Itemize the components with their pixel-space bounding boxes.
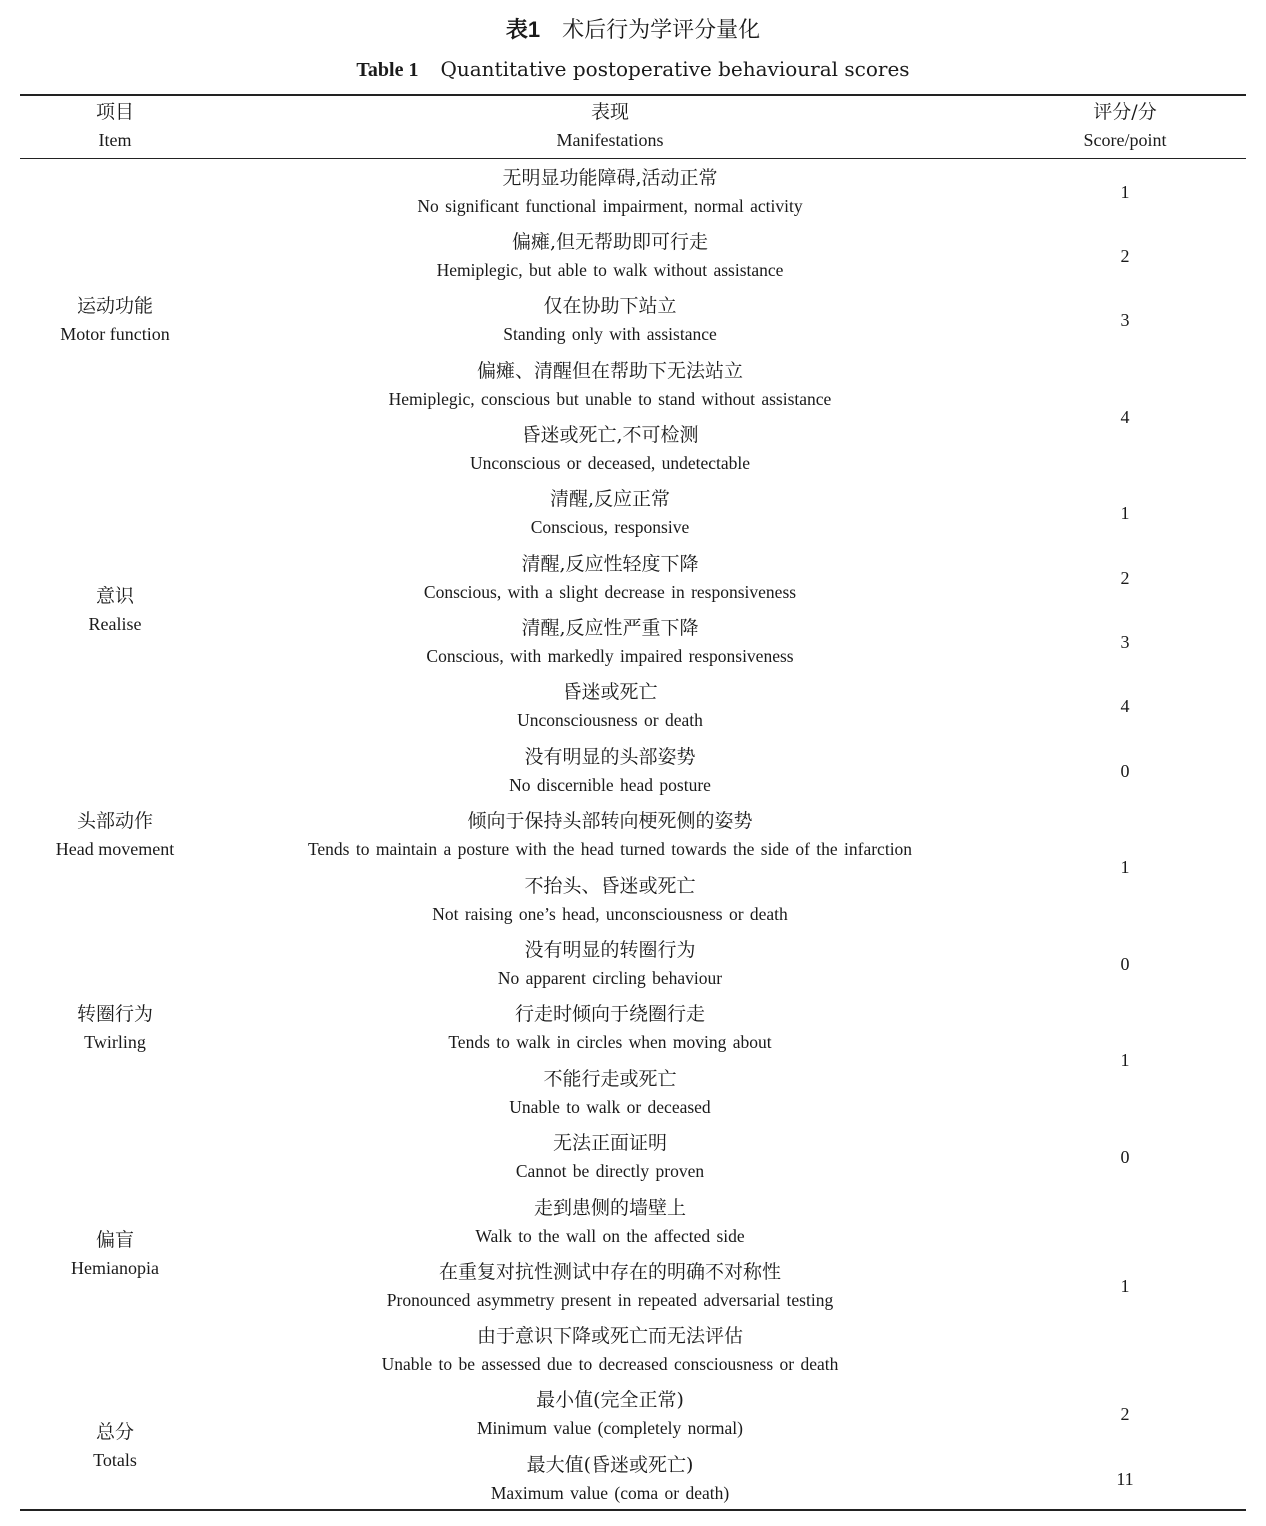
manifestation-en: Conscious, with a slight decrease in responsiveness: [423, 582, 797, 602]
manifestation-cell: [230, 614, 990, 670]
manifestation-cell: [230, 1322, 990, 1378]
header-manifestations-cn: 表现: [590, 101, 629, 123]
column-header-score: [1030, 98, 1220, 154]
manifestation-cn: 不能行走或死亡: [543, 1068, 677, 1090]
manifestation-en: No significant functional impairment, normal activity: [417, 196, 803, 216]
group-name-cn: 运动功能: [76, 295, 153, 317]
manifestation-en: Unconsciousness or death: [517, 710, 703, 730]
manifestation-en: Walk to the wall on the affected side: [475, 1226, 745, 1246]
manifestation-cell: [230, 421, 990, 477]
table-title-en: Quantitative postoperative behavioural scores: [440, 57, 910, 81]
manifestation-cn: 无法正面证明: [552, 1132, 667, 1154]
manifestation-en: Unconscious or deceased, undetectable: [469, 453, 751, 473]
top-rule: [20, 94, 1246, 96]
manifestation-cell: [230, 1065, 990, 1121]
manifestation-cn: 倾向于保持头部转向梗死侧的姿势: [467, 810, 753, 832]
bottom-rule: [20, 1509, 1246, 1511]
manifestation-en: Hemiplegic, but able to walk without assistance: [436, 260, 784, 280]
manifestation-cell: [230, 1386, 990, 1442]
manifestation-cn: 最大值(昏迷或死亡): [526, 1454, 694, 1476]
manifestation-cn: 偏瘫,但无帮助即可行走: [511, 231, 709, 253]
score-cell: 4: [1120, 407, 1130, 427]
group-name-en: Hemianopia: [71, 1258, 159, 1278]
score-cell: 2: [1120, 568, 1130, 588]
group-cell: [20, 582, 210, 638]
manifestation-en: No apparent circling behaviour: [497, 968, 723, 988]
manifestation-cell: [230, 292, 990, 348]
column-header-item: [20, 98, 210, 154]
group-name-en: Head movement: [55, 839, 175, 859]
manifestation-en: Tends to walk in circles when moving about: [448, 1032, 772, 1052]
manifestation-cell: [230, 164, 990, 220]
manifestation-cell: [230, 1129, 990, 1185]
manifestation-cn: 不抬头、昏迷或死亡: [524, 875, 696, 897]
group-name-cn: 总分: [95, 1421, 134, 1443]
score-cell: 2: [1120, 246, 1130, 266]
manifestation-cn: 没有明显的头部姿势: [524, 746, 696, 768]
manifestation-cn: 由于意识下降或死亡而无法评估: [476, 1325, 743, 1347]
score-cell: 2: [1120, 1404, 1130, 1424]
manifestation-cell: [230, 807, 990, 863]
header-score-cn: 评分/分: [1093, 101, 1157, 123]
group-cell: [20, 1226, 210, 1282]
table-title-cn: 术后行为学评分量化: [562, 18, 761, 43]
score-cell: 3: [1120, 632, 1130, 652]
manifestation-cn: 行走时倾向于绕圈行走: [514, 1003, 705, 1025]
manifestation-en: Unable to walk or deceased: [509, 1097, 711, 1117]
manifestation-en: Maximum value (coma or death): [490, 1483, 730, 1503]
score-cell: 0: [1120, 1147, 1130, 1167]
group-cell: [20, 807, 210, 863]
column-header-manifestations: [230, 98, 990, 154]
manifestation-cn: 无明显功能障碍,活动正常: [502, 167, 718, 189]
manifestation-cell: [230, 228, 990, 284]
group-name-cn: 头部动作: [76, 810, 153, 832]
manifestation-cn: 偏瘫、清醒但在帮助下无法站立: [476, 360, 743, 382]
group-name-en: Motor function: [60, 324, 170, 344]
score-cell: 1: [1120, 857, 1130, 877]
group-name-en: Twirling: [84, 1032, 146, 1052]
manifestation-cell: [230, 1451, 990, 1507]
score-cell: 4: [1120, 696, 1130, 716]
manifestation-cell: [230, 872, 990, 928]
manifestation-en: Unable to be assessed due to decreased consciousness or death: [381, 1354, 839, 1374]
manifestation-en: Standing only with assistance: [503, 324, 717, 344]
manifestation-en: Conscious, with markedly impaired responsiveness: [426, 646, 794, 666]
manifestation-cell: [230, 550, 990, 606]
table-label-cn: 表1: [505, 17, 541, 42]
header-rule: [20, 158, 1246, 159]
manifestation-cn: 走到患侧的墙壁上: [533, 1197, 686, 1219]
manifestation-cell: [230, 485, 990, 541]
manifestation-cn: 没有明显的转圈行为: [524, 939, 696, 961]
group-name-cn: 转圈行为: [76, 1003, 153, 1025]
manifestation-en: Minimum value (completely normal): [476, 1418, 743, 1438]
manifestation-cn: 清醒,反应性严重下降: [521, 617, 699, 639]
manifestation-cell: [230, 1258, 990, 1314]
group-name-cn: 偏盲: [95, 1229, 134, 1251]
score-cell: 1: [1120, 1276, 1130, 1296]
header-item-en: Item: [98, 130, 132, 150]
manifestation-cell: [230, 936, 990, 992]
group-name-en: Realise: [88, 614, 142, 634]
table-caption-en: [0, 54, 1266, 85]
manifestation-en: Tends to maintain a posture with the head turned towards the side of the infarction: [307, 839, 913, 859]
manifestation-en: Cannot be directly proven: [515, 1161, 705, 1181]
manifestation-cn: 昏迷或死亡: [562, 681, 658, 703]
group-cell: [20, 292, 210, 348]
manifestation-cn: 昏迷或死亡,不可检测: [521, 424, 699, 446]
group-cell: [20, 1418, 210, 1474]
manifestation-cn: 最小值(完全正常): [536, 1389, 684, 1411]
manifestation-cn: 清醒,反应性轻度下降: [521, 553, 699, 575]
header-item-cn: 项目: [95, 101, 134, 123]
group-name-en: Totals: [93, 1450, 137, 1470]
manifestation-cell: [230, 357, 990, 413]
manifestation-cell: [230, 1194, 990, 1250]
manifestation-cell: [230, 1000, 990, 1056]
manifestation-cn: 在重复对抗性测试中存在的明确不对称性: [438, 1261, 781, 1283]
header-manifestations-en: Manifestations: [556, 130, 664, 150]
group-cell: [20, 1000, 210, 1056]
score-cell: 1: [1120, 182, 1130, 202]
manifestation-en: No discernible head posture: [509, 775, 711, 795]
manifestation-cn: 清醒,反应正常: [549, 488, 671, 510]
score-cell: 0: [1120, 761, 1130, 781]
score-cell: 1: [1120, 1050, 1130, 1070]
score-cell: 0: [1120, 954, 1130, 974]
manifestation-en: Hemiplegic, conscious but unable to stand without assistance: [388, 389, 832, 409]
score-cell: 11: [1116, 1469, 1134, 1489]
manifestation-cell: [230, 743, 990, 799]
group-name-cn: 意识: [95, 585, 134, 607]
manifestation-en: Conscious, responsive: [530, 517, 690, 537]
manifestation-en: Pronounced asymmetry present in repeated adversarial testing: [386, 1290, 834, 1310]
manifestation-en: Not raising one’s head, unconsciousness or death: [432, 904, 788, 924]
score-cell: 1: [1120, 503, 1130, 523]
table-caption-cn: [0, 14, 1266, 47]
manifestation-cell: [230, 678, 990, 734]
manifestation-cn: 仅在协助下站立: [543, 295, 677, 317]
score-cell: 3: [1120, 310, 1130, 330]
header-score-en: Score/point: [1083, 130, 1167, 150]
table-label-en: Table 1: [356, 59, 419, 81]
